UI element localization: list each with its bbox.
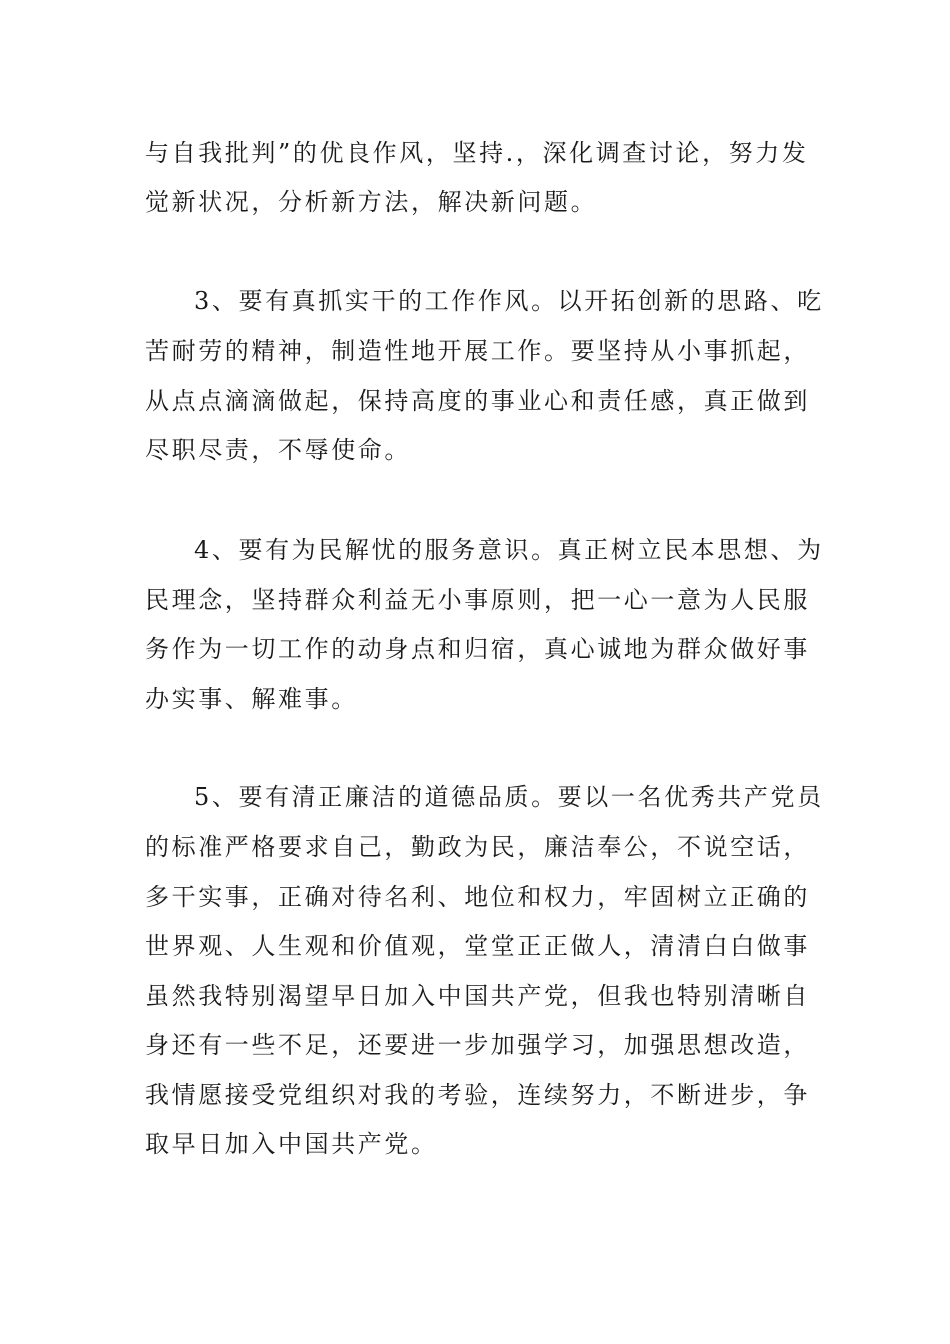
- text-line: 尽职尽责，不辱使命。: [145, 436, 411, 464]
- text-line: 取早日加入中国共产党。: [145, 1130, 438, 1158]
- text-line: 从点点滴滴做起，保持高度的事业心和责任感，真正做到: [145, 387, 810, 415]
- text-line: 办实事、解难事。: [145, 685, 358, 713]
- text-line: 身还有一些不足，还要进一步加强学习，加强思想改造，: [145, 1031, 810, 1059]
- text-line: 觉新状况，分析新方法，解决新问题。: [145, 188, 598, 216]
- text-line: 民理念，坚持群众利益无小事原则，把一心一意为人民服: [145, 586, 810, 614]
- text-line: 世界观、人生观和价值观，堂堂正正做人，清清白白做事: [145, 932, 810, 960]
- paragraph-5-first-line: 5、要有清正廉洁的道德品质。要以一名优秀共产党员: [194, 783, 824, 811]
- paragraph-3-first-line: 3、要有真抓实干的工作作风。以开拓创新的思路、吃: [194, 287, 824, 315]
- paragraph-4-first-line: 4、要有为民解忧的服务意识。真正树立民本思想、为: [194, 536, 824, 564]
- text-line: 多干实事，正确对待名利、地位和权力，牢固树立正确的: [145, 883, 810, 911]
- text-line: 务作为一切工作的动身点和归宿，真心诚地为群众做好事: [145, 635, 810, 663]
- text-line: 的标准严格要求自己，勤政为民，廉洁奉公，不说空话，: [145, 833, 810, 861]
- text-line: 我情愿接受党组织对我的考验，连续努力，不断进步，争: [145, 1081, 810, 1109]
- text-line: 苦耐劳的精神，制造性地开展工作。要坚持从小事抓起，: [145, 337, 810, 365]
- text-line: 虽然我特别渴望早日加入中国共产党，但我也特别清晰自: [145, 982, 810, 1010]
- text-line: 与自我批判”的优良作风，坚持.，深化调查讨论，努力发: [145, 139, 809, 167]
